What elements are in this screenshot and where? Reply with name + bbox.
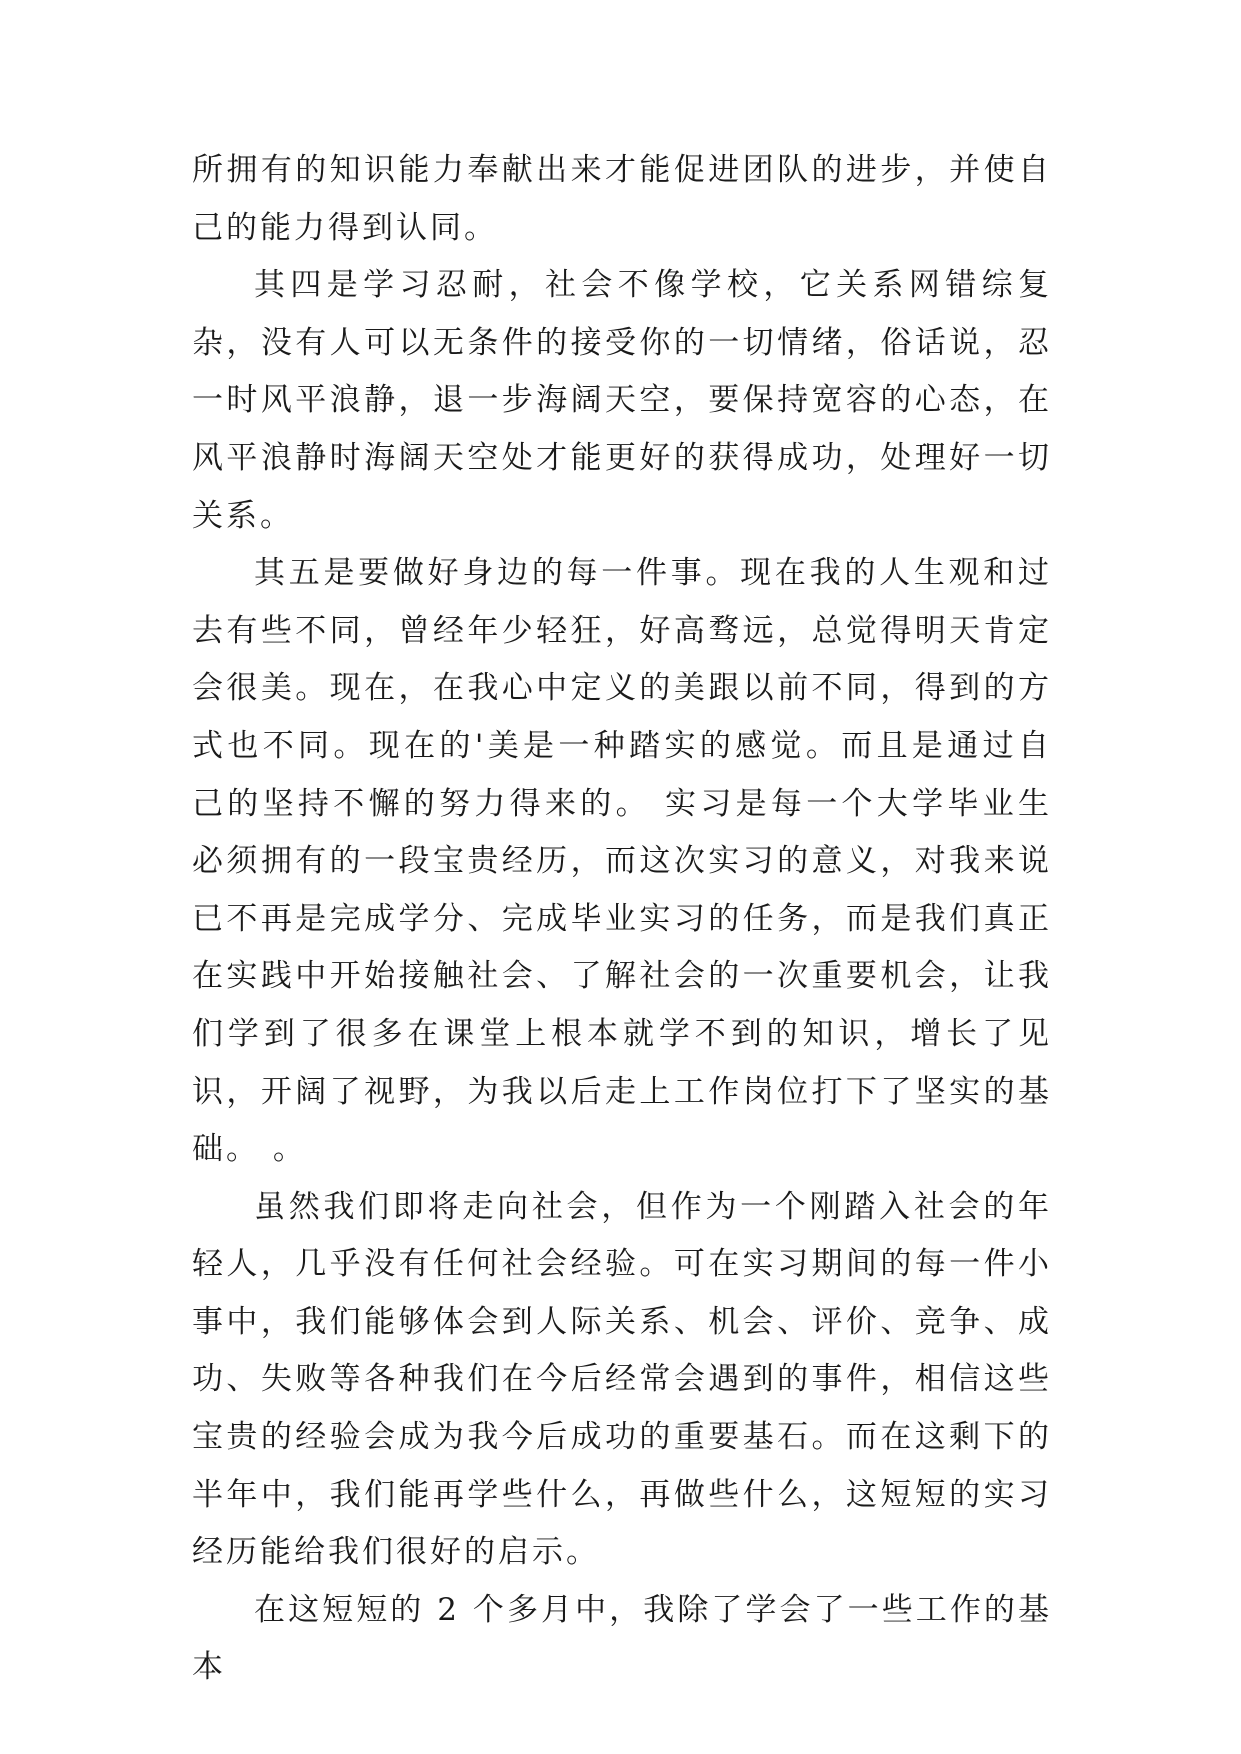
paragraph-2: 其四是学习忍耐，社会不像学校，它关系网错综复杂，没有人可以无条件的接受你的一切情绪，俗话说，忍一时风平浪静，退一步海阔天空，要保持宽容的心态，在风平浪静时海阔天空处才能更好的获得成功，处理好一切关系。 [192, 267, 1052, 534]
paragraph-4: 虽然我们即将走向社会，但作为一个刚踏入社会的年轻人，几乎没有任何社会经验。可在实习期间的每一件小事中，我们能够体会到人际关系、机会、评价、竞争、成功、失败等各种我们在今后经常会遇到的事件，相信这些宝贵的经验会成为我今后成功的重要基石。而在这剩下的半年中，我们能再学些什么，再做些什么，这短短的实习经历能给我们很好的启示。 [192, 1188, 1052, 1571]
document-body [192, 142, 1052, 1697]
paragraph-1: 所拥有的知识能力奉献出来才能促进团队的进步，并使自己的能力得到认同。 [192, 152, 1052, 246]
paragraph-3: 其五是要做好身边的每一件事。现在我的人生观和过去有些不同，曾经年少轻狂，好高骛远，总觉得明天肯定会很美。现在，在我心中定义的美跟以前不同，得到的方式也不同。现在的'美是一种踏实的感觉。而且是通过自己的坚持不懈的努力得来的。 实习是每一个大学毕业生必须拥有的一段宝贵经历，而这次实习的意义，对我来说已不再是完成学分、完成毕业实习的任务，而是我们真正在实践中开始接触社会、了解社会的一次重要机会，让我们学到了很多在课堂上根本就学不到的知识，增长了见识，开阔了视野，为我以后走上工作岗位打下了坚实的基础。 。 [192, 555, 1052, 1168]
paragraph-5: 在这短短的 2 个多月中，我除了学会了一些工作的基本 [192, 1591, 1052, 1686]
